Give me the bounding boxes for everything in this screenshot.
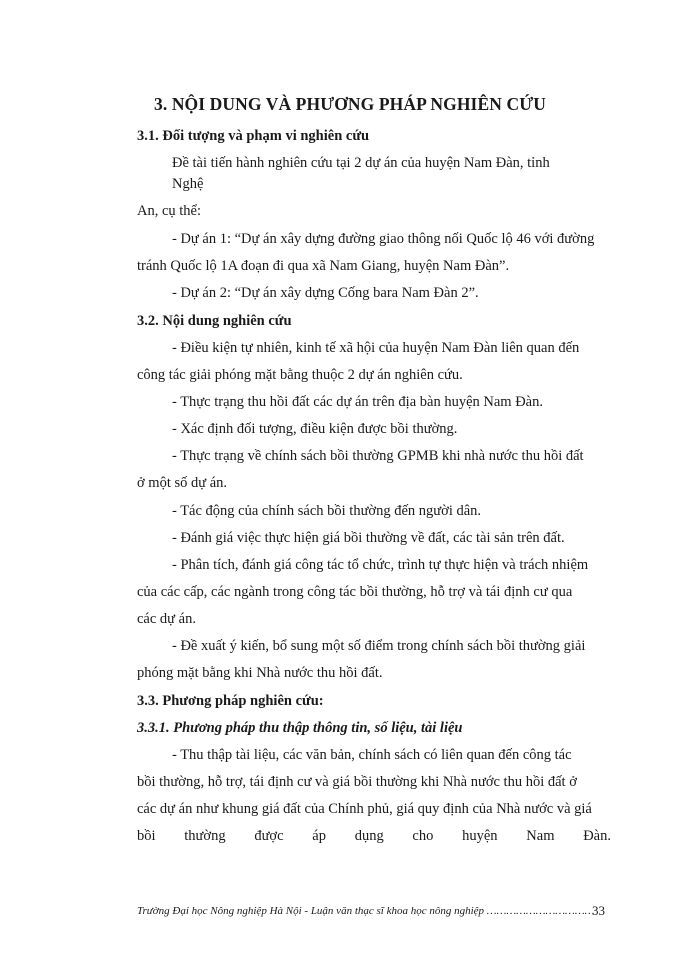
- paragraph-line: - Thu thập tài liệu, các văn bản, chính sách có liên quan đến công tác: [172, 747, 572, 763]
- paragraph-line: - Điều kiện tự nhiên, kinh tế xã hội của huyện Nam Đàn liên quan đến: [172, 340, 580, 356]
- paragraph-line: bồi thường, hỗ trợ, tái định cư và giá bồi thường khi Nhà nước thu hồi đất ở: [137, 774, 577, 790]
- section-3-3-title: 3.3. Phương pháp nghiên cứu:: [137, 693, 324, 709]
- paragraph-line: - Thực trạng về chính sách bồi thường GPMB khi nhà nước thu hồi đất: [172, 448, 584, 464]
- paragraph-line: tránh Quốc lộ 1A đoạn đi qua xã Nam Giang, huyện Nam Đàn”.: [137, 258, 510, 274]
- page-number: 33: [592, 903, 605, 918]
- paragraph-line: các dự án như khung giá đất của Chính phủ, giá quy định của Nhà nước và giá: [137, 801, 592, 817]
- section-3-1-title: 3.1. Đối tượng và phạm vi nghiên cứu: [137, 128, 370, 144]
- footer-text: Trường Đại học Nông nghiệp Hà Nội - Luận văn thạc sĩ khoa học nông nghiệp ……………………………: [137, 905, 595, 917]
- section-3-3-1-title: 3.3.1. Phương pháp thu thập thông tin, số liệu, tài liệu: [137, 720, 463, 736]
- chapter-heading: 3. NỘI DUNG VÀ PHƯƠNG PHÁP NGHIÊN CỨU: [154, 94, 546, 114]
- paragraph-line: các dự án.: [137, 611, 196, 627]
- paragraph-line: bồi thường được áp dụng cho huyện Nam Đàn.: [137, 828, 611, 844]
- paragraph-line: - Dự án 2: “Dự án xây dựng Cống bara Nam Đàn 2”.: [172, 285, 479, 301]
- paragraph-line: phóng mặt bằng khi Nhà nước thu hồi đất.: [137, 665, 383, 681]
- paragraph-line: - Đề xuất ý kiến, bổ sung một số điểm trong chính sách bồi thường giải: [172, 638, 586, 654]
- paragraph-line: Nghệ: [172, 176, 204, 192]
- paragraph-line: - Xác định đối tượng, điều kiện được bồi thường.: [172, 421, 458, 437]
- paragraph-line: - Đánh giá việc thực hiện giá bồi thường về đất, các tài sản trên đất.: [172, 530, 565, 546]
- paragraph-line: Đề tài tiến hành nghiên cứu tại 2 dự án của huyện Nam Đàn, tỉnh: [172, 155, 550, 171]
- paragraph-line: An, cụ thể:: [137, 203, 202, 219]
- paragraph-line: - Dự án 1: “Dự án xây dựng đường giao thông nối Quốc lộ 46 với đường: [172, 231, 595, 247]
- paragraph-line: - Thực trạng thu hồi đất các dự án trên địa bàn huyện Nam Đàn.: [172, 394, 543, 410]
- paragraph-line: - Tác động của chính sách bồi thường đến người dân.: [172, 503, 482, 519]
- paragraph-line: công tác giải phóng mặt bằng thuộc 2 dự án nghiên cứu.: [137, 367, 463, 383]
- paragraph-line: ở một số dự án.: [137, 475, 228, 491]
- section-3-2-title: 3.2. Nội dung nghiên cứu: [137, 313, 292, 329]
- paragraph-line: - Phân tích, đánh giá công tác tổ chức, trình tự thực hiện và trách nhiệm: [172, 557, 589, 573]
- paragraph-line: của các cấp, các ngành trong công tác bồi thường, hỗ trợ và tái định cư qua: [137, 584, 573, 600]
